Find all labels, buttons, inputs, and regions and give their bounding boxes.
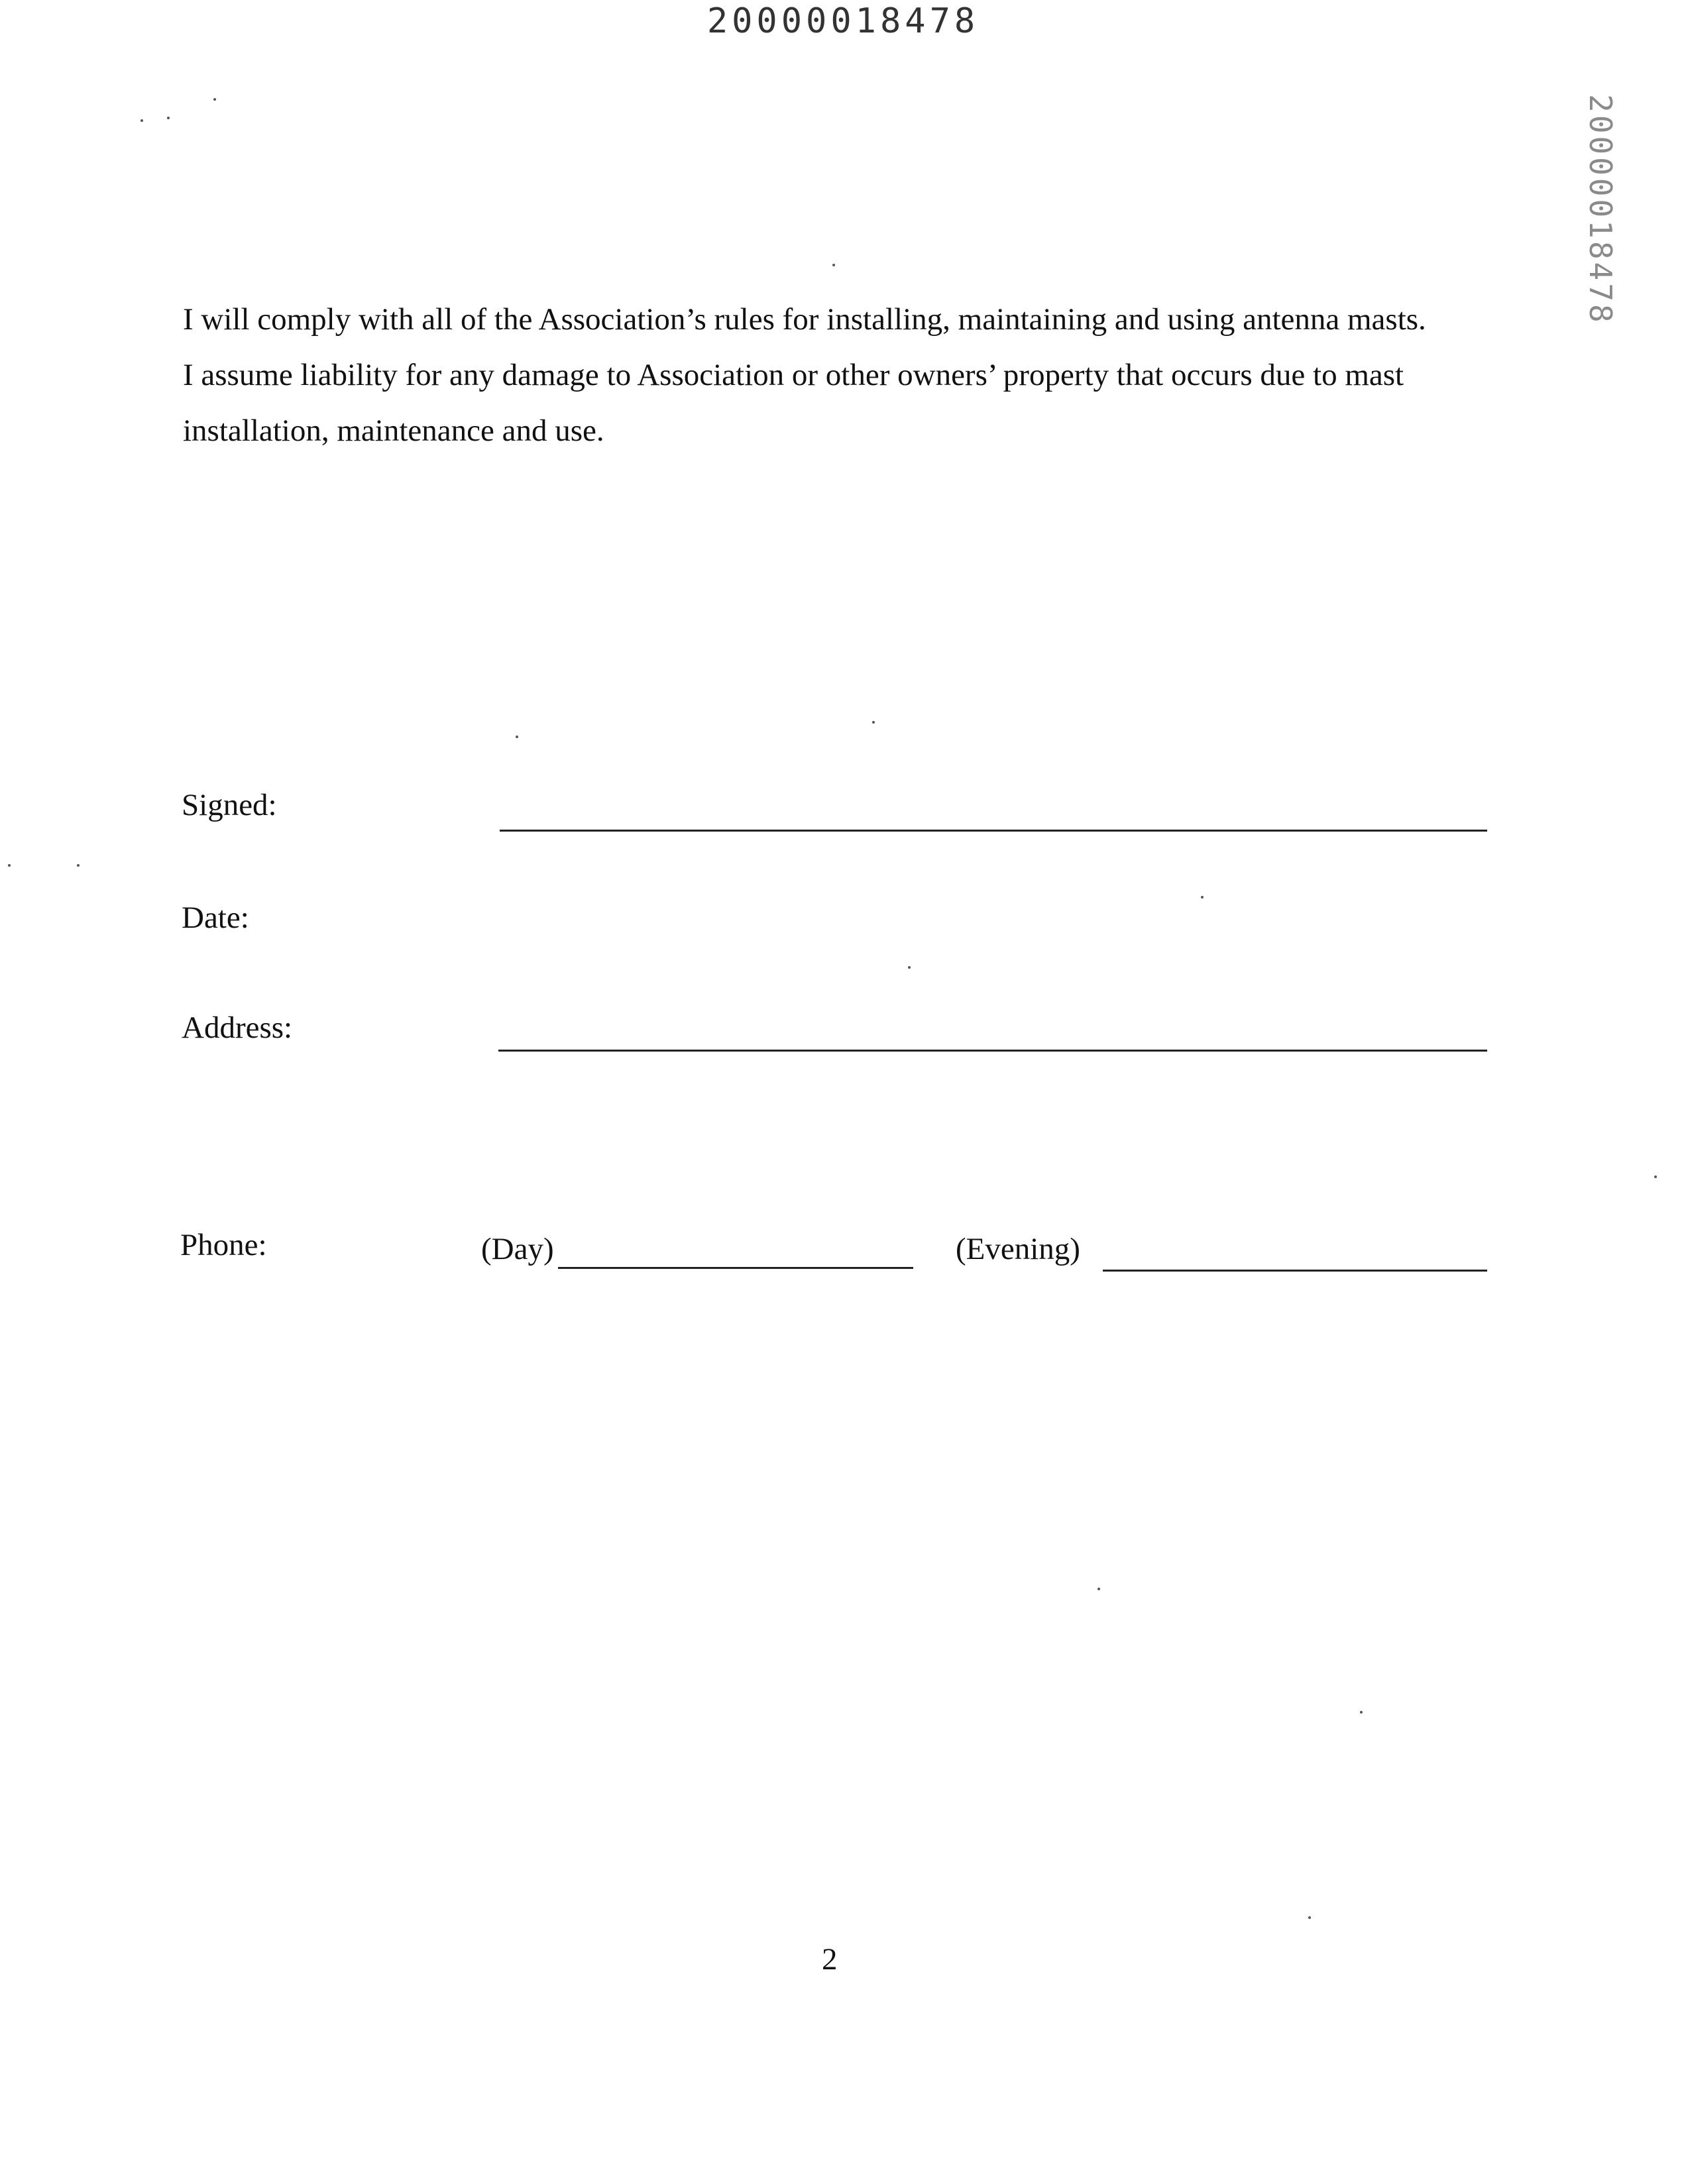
scan-speck <box>872 721 875 724</box>
scan-speck <box>8 864 11 867</box>
address-line[interactable] <box>498 1050 1487 1052</box>
address-label: Address: <box>182 1010 293 1045</box>
scan-speck <box>832 264 835 266</box>
scan-speck <box>1360 1711 1363 1714</box>
page-number: 2 <box>822 1942 838 1977</box>
signed-label: Signed: <box>182 788 277 822</box>
document-id-number: 20000018478 <box>706 1 980 41</box>
statement-paragraph <box>183 292 1508 459</box>
phone-evening-line[interactable] <box>1103 1270 1487 1272</box>
scan-speck <box>516 736 518 738</box>
side-stamp-number: 20000018478 <box>1583 94 1618 325</box>
scan-speck <box>140 119 143 122</box>
scan-speck <box>1097 1588 1100 1590</box>
phone-label: Phone: <box>180 1228 267 1262</box>
statement-line-1: I will comply with all of the Association’s rules for installing, maintaining and using antenna masts. <box>183 302 1426 337</box>
phone-day-line[interactable] <box>558 1267 913 1269</box>
signature-line[interactable] <box>500 830 1487 832</box>
scan-speck <box>1308 1916 1311 1919</box>
statement-line-2: I assume liability for any damage to Association or other owners’ property that occurs due to mast <box>183 358 1404 392</box>
phone-day-label: (Day) <box>481 1232 554 1266</box>
scan-speck <box>1654 1175 1657 1178</box>
scan-speck <box>77 864 80 867</box>
statement-line-3: installation, maintenance and use. <box>183 413 604 448</box>
phone-evening-label: (Evening) <box>956 1232 1080 1266</box>
scan-speck <box>213 98 216 101</box>
date-label: Date: <box>182 901 249 935</box>
scan-speck <box>167 117 170 119</box>
scan-speck <box>908 966 911 969</box>
scan-speck <box>1201 896 1204 899</box>
